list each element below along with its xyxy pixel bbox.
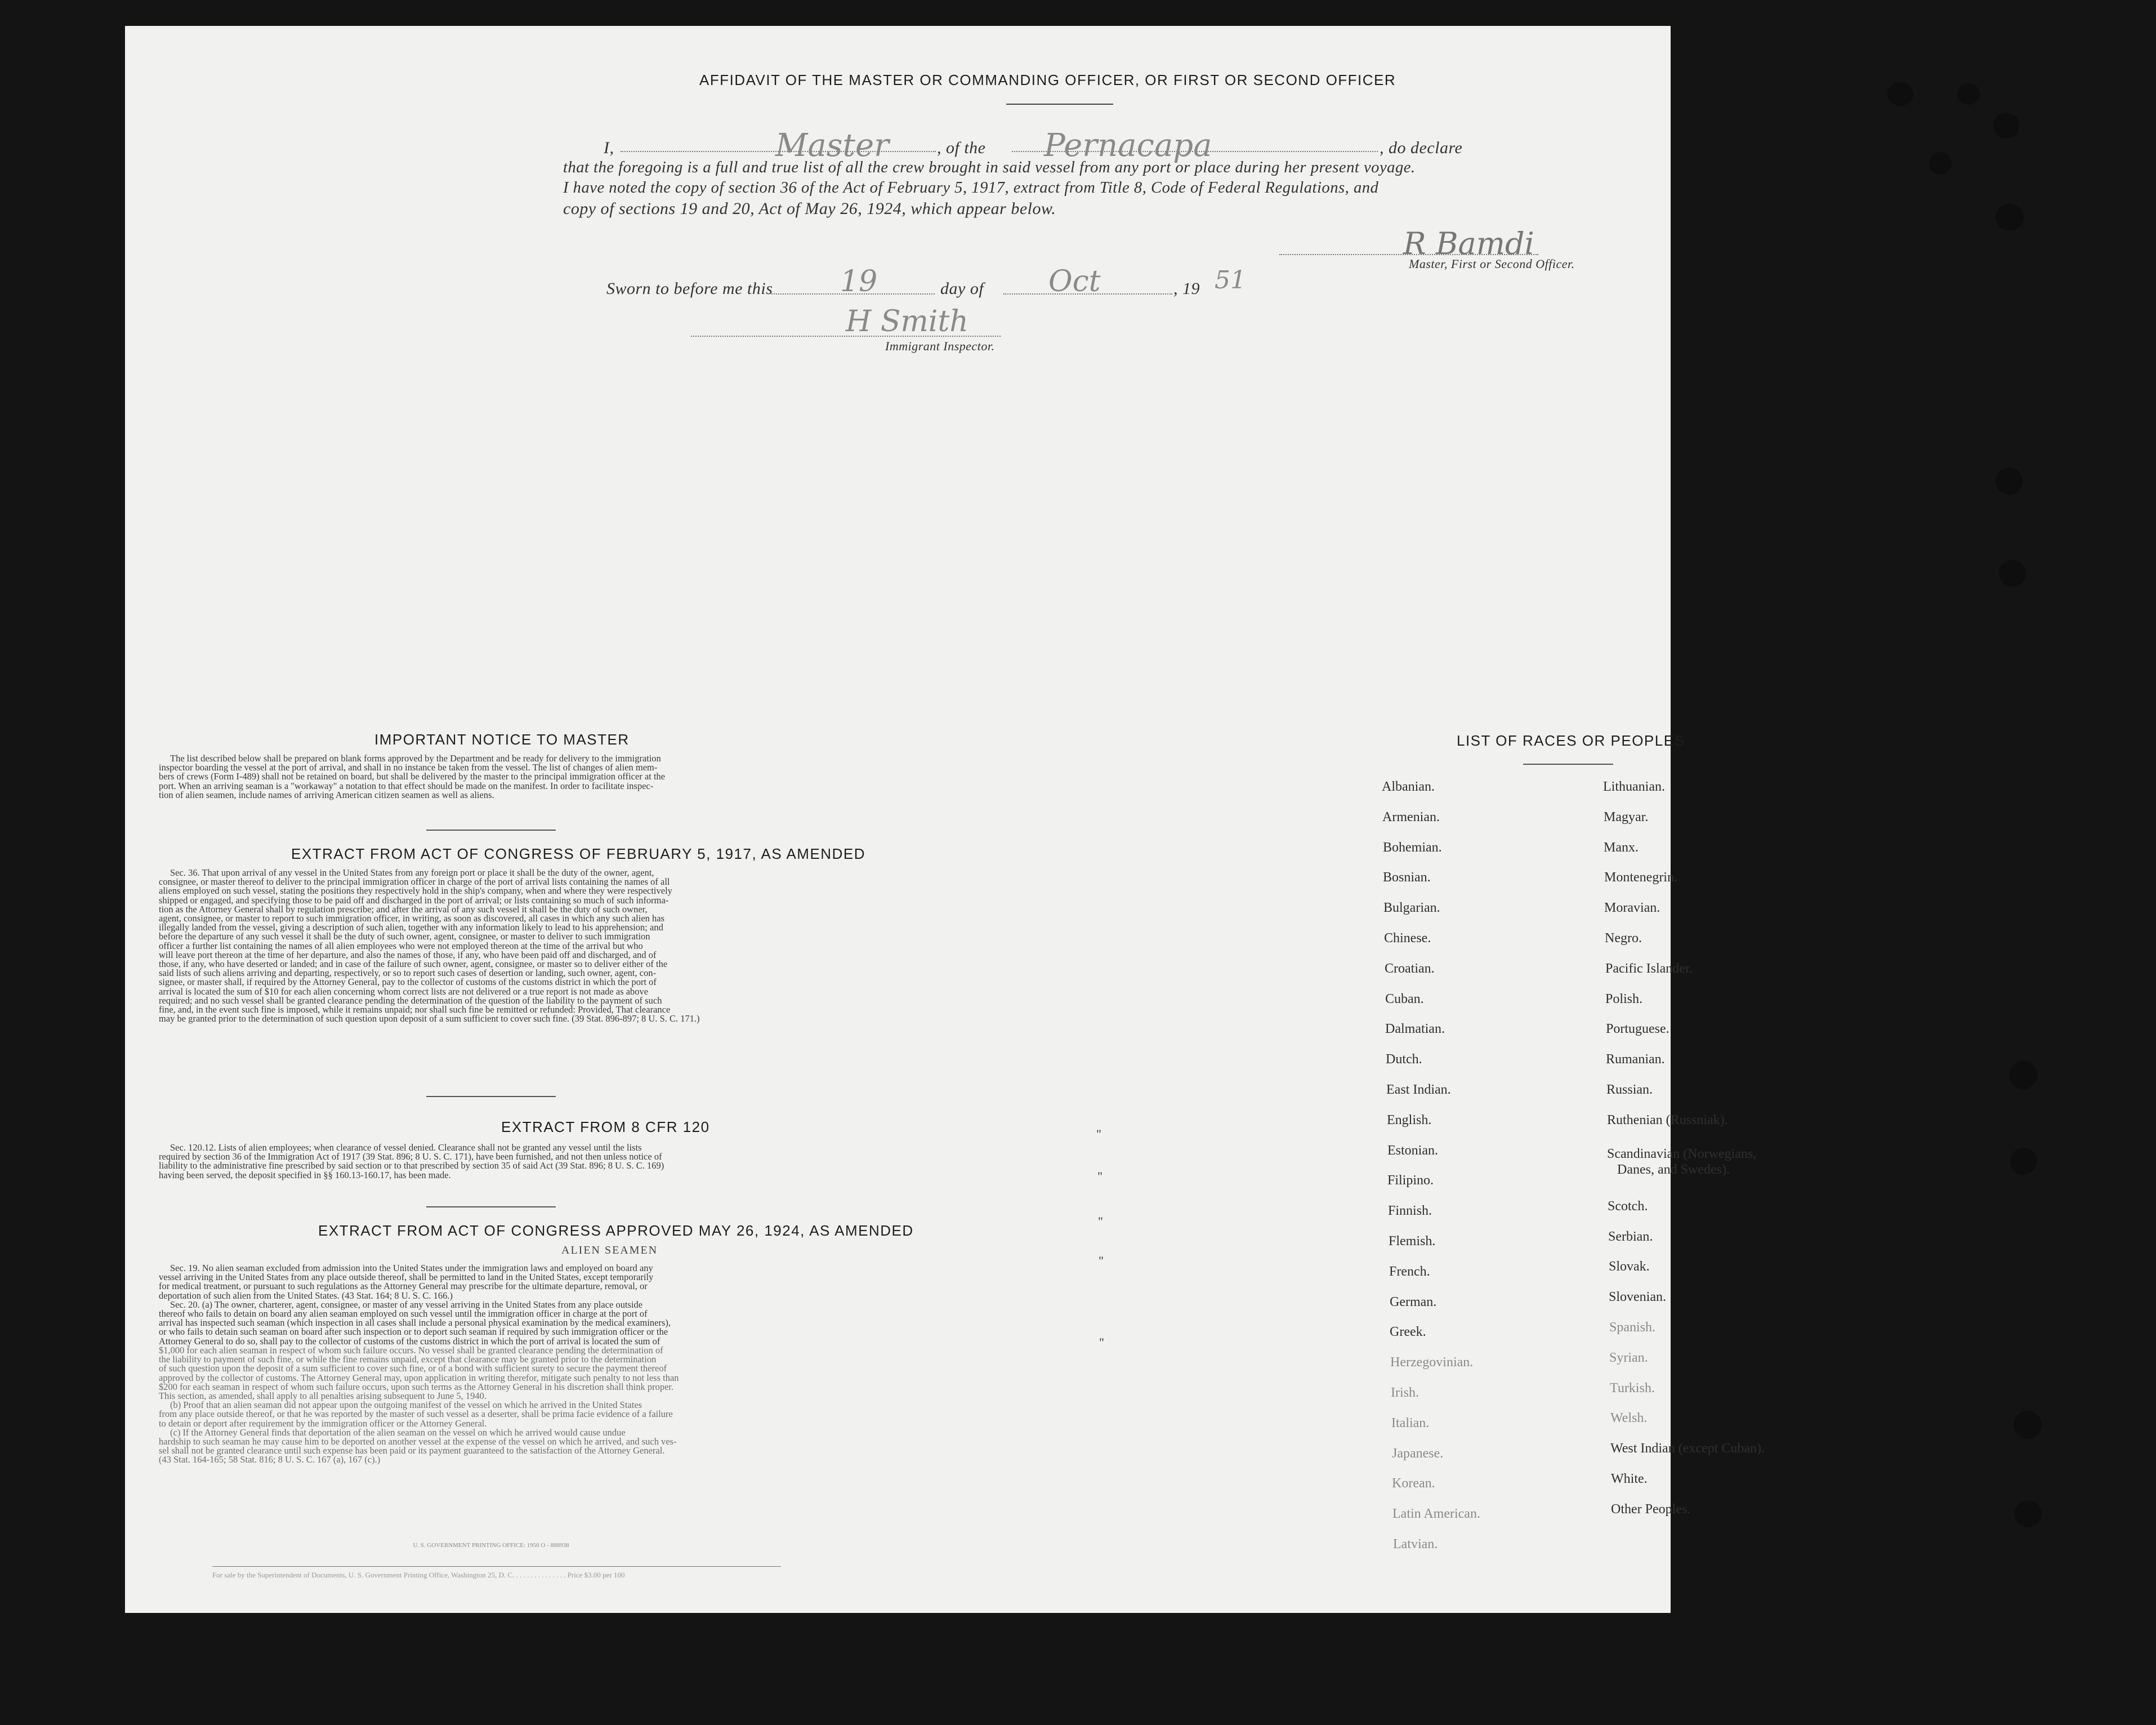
text-line: $200 for each seaman in respect of whom such failure occurs, upon such terms as the Attorney General in his discretion shall think proper. xyxy=(159,1381,674,1392)
handwritten-name: Master xyxy=(775,127,889,164)
text-line: arrival has inspected such seaman (which inspection in all cases shall include a personal physical examination by the medical examiners), xyxy=(159,1317,671,1329)
affidavit-of-the: , of the xyxy=(937,139,986,157)
race-item: White. xyxy=(1611,1472,1648,1486)
race-item: West Indian (except Cuban). xyxy=(1610,1441,1765,1456)
punch-hole xyxy=(2015,1500,2042,1527)
notice-line: bers of crews (Form I-489) shall not be retained on board, but shall be delivered by the master to the principal immigration officer at the xyxy=(159,771,666,782)
race-item: Albanian. xyxy=(1382,779,1435,794)
text-line: to detain or deport after requirement by the immigration officer or the Attorney General. xyxy=(159,1418,487,1429)
signature-handwritten: R Bamdi xyxy=(1403,226,1534,261)
text-line: signee, or master shall, if required by the Attorney General, pay to the collector of customs of the customs district in which the port of xyxy=(159,977,657,988)
section-divider xyxy=(426,1206,556,1207)
race-item: Lithuanian. xyxy=(1603,779,1665,794)
footer-rule xyxy=(212,1566,781,1567)
text-line: vessel arriving in the United States from any place outside thereof, shall be permitted to land in the United States, except temporarily xyxy=(159,1272,654,1283)
race-item: Cuban. xyxy=(1385,991,1424,1006)
text-line: required by section 36 of the Immigration Act of 1917 (39 Stat. 896; 8 U. S. C. 171), have been furnished, and not then unless notice of xyxy=(159,1151,662,1162)
ditto-mark: " xyxy=(1098,1214,1103,1228)
notice-line: tion of alien seamen, include names of arriving American citizen seamen as well as aliens. xyxy=(159,789,494,800)
text-line: Sec. 19. No alien seaman excluded from admission into the United States under the immigration laws and employed on board any xyxy=(170,1263,653,1273)
race-item: German. xyxy=(1390,1294,1437,1309)
text-line: illegally landed from the vessel, giving a description of such alien, together with any information likely to lead to his apprehension; and xyxy=(159,922,663,933)
extract-cfr-text xyxy=(159,1143,826,1180)
race-item: Magyar. xyxy=(1604,809,1649,824)
alien-seamen-subtitle: ALIEN SEAMEN xyxy=(561,1244,658,1256)
race-item: Portuguese. xyxy=(1606,1022,1670,1037)
text-line: (c) If the Attorney General finds that deportation of the alien seaman on the vessel on which he arrived would cause undue xyxy=(170,1427,626,1438)
race-item: Spanish. xyxy=(1609,1320,1656,1335)
punch-hole xyxy=(1996,467,2023,494)
race-item: Italian. xyxy=(1391,1415,1430,1430)
punch-hole xyxy=(2009,1061,2037,1089)
punch-hole xyxy=(1929,152,1952,175)
race-item: Filipino. xyxy=(1387,1173,1434,1188)
race-item: Turkish. xyxy=(1610,1380,1655,1396)
race-item: Bulgarian. xyxy=(1383,901,1440,916)
section-divider xyxy=(426,1096,556,1097)
sworn-text: Sworn to before me this xyxy=(606,279,773,298)
text-line: Sec. 36. That upon arrival of any vessel in the United States from any foreign port or place it shall be the duty of the owner, agent, xyxy=(170,867,654,878)
race-item: Croatian. xyxy=(1385,961,1435,976)
race-item: English. xyxy=(1387,1112,1432,1127)
text-line: tion as the Attorney General shall by regulation prescribe; and after the arrival of any such vessel it shall be the duty of such owner, xyxy=(159,903,648,915)
ditto-mark: " xyxy=(1099,1254,1104,1268)
affidavit-do-declare: , do declare xyxy=(1380,139,1463,157)
text-line: before the departure of any such vessel it shall be the duty of such owner, agent, consignee, or master to deliver to such immigration xyxy=(159,931,650,942)
races-title: LIST OF RACES OR PEOPLES xyxy=(1457,732,1685,749)
text-line: shipped or engaged, and specifying those to be paid off and discharged in the port of arrival; or lists containing so much of such informa- xyxy=(159,894,669,906)
race-item: Dalmatian. xyxy=(1385,1022,1445,1037)
text-line: thereof who fails to detain on board any alien seaman employed on such vessel until the immigration officer in charge at the port of xyxy=(159,1308,648,1320)
gpo-imprint: U. S. GOVERNMENT PRINTING OFFICE: 1950 O - 888938 xyxy=(413,1542,569,1549)
notice-line: The list described below shall be prepared on blank forms approved by the Department and be ready for delivery to the immigration xyxy=(170,753,661,764)
notice-line: port. When an arriving seaman is a "workaway" a notation to that effect should be made on the manifest. In order to facilitate inspec- xyxy=(159,780,654,791)
punch-hole xyxy=(1999,560,2026,587)
ditto-mark: " xyxy=(1097,1169,1102,1183)
day-of-text: day of xyxy=(940,279,984,298)
inspector-handwritten: H Smith xyxy=(846,305,968,338)
race-item: Estonian. xyxy=(1387,1143,1438,1158)
affidavit-intro-i: I, xyxy=(604,139,614,157)
inspector-caption: Immigrant Inspector. xyxy=(885,339,995,353)
race-item: Serbian. xyxy=(1608,1229,1653,1244)
race-item: Greek. xyxy=(1390,1325,1426,1340)
punch-hole xyxy=(1887,82,1913,106)
affidavit-line-4: copy of sections 19 and 20, Act of May 26, 1924, which appear below. xyxy=(563,199,1056,218)
race-item: Russian. xyxy=(1606,1082,1653,1097)
extract-1917-title: EXTRACT FROM ACT OF CONGRESS OF FEBRUARY 5, 1917, AS AMENDED xyxy=(291,845,865,862)
text-line: agent, consignee, or master to report to such immigration officer, in writing, as soon as discovered, all cases in which any such alien has xyxy=(159,913,665,924)
text-line: may be granted prior to the determination of such question upon deposit of a sum sufficient to cover such fine. (39 Stat. 896-897; 8 U. S. C. 171.) xyxy=(159,1013,700,1024)
text-line: sel shall not be granted clearance until such expense has been paid or its payment guaranteed to the satisfaction of the Attorney General. xyxy=(159,1445,665,1456)
race-item: Scandinavian (Norwegians, xyxy=(1607,1146,1757,1161)
signature-caption: Master, First or Second Officer. xyxy=(1409,257,1575,271)
race-item: Welsh. xyxy=(1610,1411,1648,1426)
day-handwritten: 19 xyxy=(840,265,878,298)
year-prefix: , 19 xyxy=(1173,279,1200,298)
race-item: Montenegrin. xyxy=(1604,870,1677,885)
race-item: Slovak. xyxy=(1609,1259,1650,1274)
punch-hole xyxy=(1996,204,2024,231)
text-line: $1,000 for each alien seaman in respect of whom such failure occurs. No vessel shall be granted clearance pending the determination of xyxy=(159,1345,663,1356)
race-item: Bohemian. xyxy=(1383,840,1442,855)
notice-line: inspector boarding the vessel at the port of arrival, and shall in no instance be taken from the vessel. The list of changes of alien mem- xyxy=(159,762,658,773)
notice-text xyxy=(159,754,826,800)
race-item: Slovenian. xyxy=(1609,1290,1666,1305)
race-item: Other Peoples. xyxy=(1611,1501,1691,1517)
race-item: Latvian. xyxy=(1393,1537,1438,1552)
text-line: (43 Stat. 164-165; 58 Stat. 816; 8 U. S. C. 167 (a), 167 (c).) xyxy=(159,1454,381,1465)
text-line: Attorney General to do so, shall pay to the collector of customs of the customs district in which the port of arrival is located the sum of xyxy=(159,1335,660,1347)
text-line: officer a further list containing the names of all alien employees who were not employed thereon at the time of the arrival but who xyxy=(159,940,643,951)
race-item: Danes, and Swedes). xyxy=(1617,1162,1730,1177)
ditto-mark: " xyxy=(1096,1127,1101,1141)
race-item: Negro. xyxy=(1605,931,1642,946)
sale-line: For sale by the Superintendent of Documents, U. S. Government Printing Office, Washington 25, D. C. . . . . . . . . . . . . . . Price $3.00 per 100 xyxy=(212,1571,625,1579)
text-line: liability to the administrative fine prescribed by said section or to that prescribed by section 35 of said Act (39 Stat. 896; 8 U. S. C. 169) xyxy=(159,1160,664,1171)
race-item: Manx. xyxy=(1604,840,1639,855)
text-line: aliens employed on such vessel, stating the positions they respectively hold in the ship's company, when and where they were respectively xyxy=(159,885,672,897)
text-line: the liability to payment of such fine, or while the fine remains unpaid, except that clearance may be granted prior to the determination xyxy=(159,1354,657,1365)
text-line: will leave port thereon at the time of her departure, and also the names of those, if any, who have been paid off and discharged, and of xyxy=(159,949,657,960)
affidavit-line-2: that the foregoing is a full and true list of all the crew brought in said vessel from any port or place during her present voyage. xyxy=(563,159,1416,176)
race-item: French. xyxy=(1389,1264,1430,1279)
race-item: Herzegovinian. xyxy=(1390,1355,1474,1370)
year-handwritten: 51 xyxy=(1215,266,1246,295)
extract-1924-text-faded xyxy=(159,1346,826,1465)
section-divider xyxy=(426,830,556,831)
text-line: approved by the collector of customs. The Attorney General may, upon application in writing therefor, mitigate such penalty to not less than xyxy=(159,1372,679,1383)
text-line: This section, as amended, shall apply to all penalties arising subsequent to June 5, 1940. xyxy=(159,1390,486,1402)
affidavit-line-3: I have noted the copy of section 36 of the Act of February 5, 1917, extract from Title 8, Code of Federal Regulations, and xyxy=(563,179,1379,197)
text-line: fine, and, in the event such fine is imposed, while it remains unpaid; nor shall such fine be remitted or refunded: Provided, That clearance xyxy=(159,1004,671,1015)
race-item: Pacific Islander. xyxy=(1605,961,1693,976)
race-item: Polish. xyxy=(1605,991,1643,1006)
punch-hole xyxy=(1993,113,2019,139)
handwritten-vessel: Pernacapa xyxy=(1044,127,1212,164)
text-line: required; and no such vessel shall be granted clearance pending the determination of the question of the liability to the payment of such xyxy=(159,995,662,1006)
text-line: those, if any, who have deserted or landed; and in case of the failure of such owner, agent, consignee, or master so to deliver either of the xyxy=(159,959,668,970)
text-line: arrival is located the sum of $10 for each alien concerning whom correct lists are not delivered or a true report is not made as above xyxy=(159,986,649,997)
text-line: (b) Proof that an alien seaman did not appear upon the outgoing manifest of the vessel on which he arrived in the United States xyxy=(170,1399,642,1411)
notice-title: IMPORTANT NOTICE TO MASTER xyxy=(374,731,630,748)
race-item: Rumanian. xyxy=(1606,1052,1665,1067)
race-item: Armenian. xyxy=(1382,809,1440,824)
text-line: from any place outside thereof, or that he was reported by the master of such vessel as a deserter, shall be prima facie evidence of a failure xyxy=(159,1408,673,1420)
text-line: consignee, or master thereof to deliver to the principal immigration officer in charge of the port of arrival lists containing the names of all xyxy=(159,876,670,888)
text-line: of such question upon the deposit of a sum sufficient to cover such fine, or of a bond with sufficient surety to secure the payment thereof xyxy=(159,1363,667,1374)
extract-1917-text xyxy=(159,868,826,1023)
extract-1924-title: EXTRACT FROM ACT OF CONGRESS APPROVED MAY 26, 1924, AS AMENDED xyxy=(318,1222,914,1239)
races-divider xyxy=(1523,764,1613,765)
race-item: Finnish. xyxy=(1388,1204,1432,1219)
text-line: hardship to such seaman he may cause him to be deported on another vessel at the expense of the vessel on which he arrived, and such ves- xyxy=(159,1436,677,1447)
race-item: Ruthenian (Russniak). xyxy=(1607,1112,1728,1127)
race-item: Moravian. xyxy=(1604,901,1660,916)
affidavit-title: AFFIDAVIT OF THE MASTER OR COMMANDING OFFICER, OR FIRST OR SECOND OFFICER xyxy=(699,72,1396,88)
ditto-mark: " xyxy=(1099,1335,1104,1349)
text-line: having been served, the deposit specified in §§ 160.13-160.17, has been made. xyxy=(159,1169,451,1180)
text-line: deportation of such alien from the United States. (43 Stat. 164; 8 U. S. C. 166.) xyxy=(159,1290,453,1301)
race-item: Korean. xyxy=(1392,1476,1435,1491)
document-page xyxy=(125,26,1765,1613)
race-item: Chinese. xyxy=(1384,931,1431,946)
race-item: Syrian. xyxy=(1609,1350,1648,1365)
extract-1924-text xyxy=(159,1264,826,1346)
title-divider xyxy=(1006,104,1113,105)
month-handwritten: Oct xyxy=(1048,265,1101,298)
text-line: for medical treatment, or pursuant to such regulations as the Attorney General may prescribe for the ultimate departure, removal, or xyxy=(159,1281,648,1292)
race-item: Japanese. xyxy=(1392,1446,1444,1461)
race-item: Flemish. xyxy=(1389,1234,1436,1249)
punch-hole xyxy=(2014,1411,2042,1439)
race-item: Bosnian. xyxy=(1383,870,1431,885)
text-line: said lists of such aliens arriving and departing, respectively, or so to report such cases of desertion or landing, such owner, agent, con- xyxy=(159,968,657,979)
text-line: Sec. 120.12. Lists of alien employees; when clearance of vessel denied. Clearance shall not be granted any vessel until the lists xyxy=(170,1142,642,1153)
race-item: Dutch. xyxy=(1386,1052,1422,1067)
race-item: Latin American. xyxy=(1392,1506,1480,1522)
text-line: Sec. 20. (a) The owner, charterer, agent, consignee, or master of any vessel arriving in the United States from any place outside xyxy=(170,1299,643,1310)
extract-cfr-title: EXTRACT FROM 8 CFR 120 xyxy=(501,1118,710,1135)
text-line: or who fails to detain such seaman on board after such inspection or to deport such seaman if required by such immigration officer or the xyxy=(159,1326,668,1338)
race-item: East Indian. xyxy=(1386,1082,1451,1097)
race-item: Irish. xyxy=(1391,1385,1419,1400)
punch-hole xyxy=(1957,83,1980,105)
punch-hole xyxy=(2010,1148,2037,1175)
race-item: Scotch. xyxy=(1608,1198,1648,1214)
